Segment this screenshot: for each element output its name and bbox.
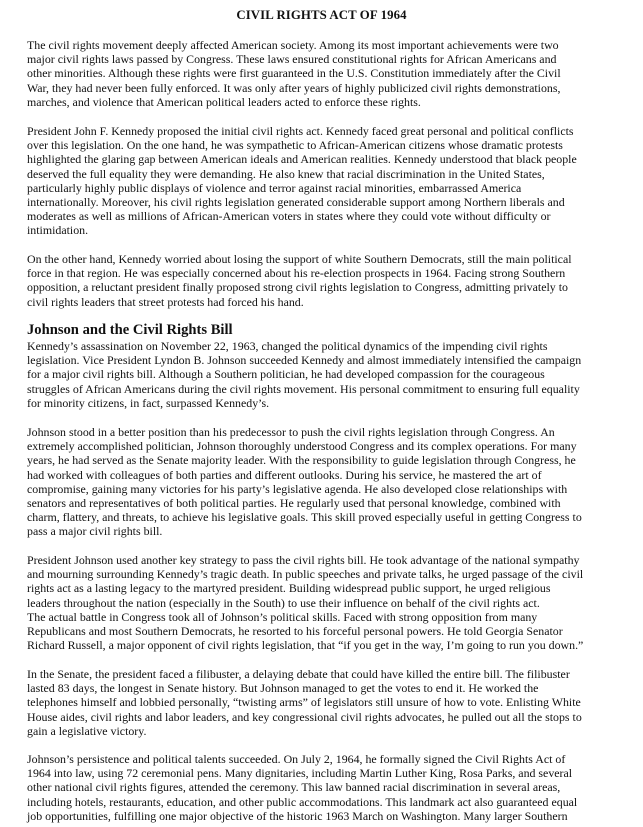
text-line: pass a major civil rights bill. (27, 524, 163, 539)
paragraph-key-strategy (27, 553, 627, 652)
paragraph-intro (27, 38, 627, 109)
text-line: including hotels, restaurants, education, and other public accommodations. This landmark act also guaranteed equal (27, 794, 578, 809)
text-line: 1964 into law, using 72 ceremonial pens. Many dignitaries, including Martin Luther King, Rosa Parks, and several (27, 766, 573, 781)
document-title: CIVIL RIGHTS ACT OF 1964 (236, 8, 407, 22)
text-line: legislation. Vice President Lyndon B. Johnson succeeded Kennedy and almost immediately intensified the campaign (27, 353, 582, 368)
paragraph-assassination (27, 339, 627, 410)
text-line: job opportunities, fulfilling one major objective of the historic 1963 March on Washington. Many larger Southern (27, 808, 568, 823)
text-line: particularly highly public displays of violence and terror against racial minorities, embarrassed America (27, 180, 522, 195)
text-line: opposition, a reluctant president finally proposed strong civil rights legislation to Congress, admitting privately to (27, 280, 568, 295)
paragraph-filibuster (27, 667, 627, 738)
text-line: major civil rights laws passed by Congress. These laws ensured constitutional rights for African Americans and (27, 52, 557, 67)
text-line: Johnson’s persistence and political talents succeeded. On July 2, 1964, he formally signed the Civil Rights Act of (27, 752, 566, 766)
text-line: charm, flattery, and threats, to achieve his legislative goals. This skill proved especially useful in getting Congress to (27, 510, 582, 525)
text-line: struggles of African Americans during the civil rights movement. His personal commitment to ensuring full equality (27, 381, 580, 396)
text-line: lasted 83 days, the longest in Senate history. But Johnson managed to get the votes to end it. He worked the (27, 681, 539, 696)
text-line: War, they had never been fully enforced. It was only after years of highly publicized civil rights demonstrations, (27, 80, 561, 95)
text-line: Richard Russell, a major opponent of civil rights legislation, that “if you get in the way, I’m going to run you down.” (27, 638, 584, 653)
text-line: In the Senate, the president faced a filibuster, a delaying debate that could have killed the entire bill. The filibuster (27, 667, 570, 681)
text-line: senators and representatives of both political parties. He regularly used that personal knowledge, combined with (27, 496, 561, 511)
paragraph-johnson-position (27, 425, 627, 539)
text-line: President Johnson used another key strategy to pass the civil rights bill. He took advantage of the national sympathy (27, 553, 580, 567)
text-line: for a major civil rights bill. Although a Southern politician, he had developed compassion for the courageous (27, 367, 545, 382)
text-line: gain a legislative victory. (27, 723, 147, 738)
text-line: other minorities. Although these rights were first guaranteed in the U.S. Constitution immediately after the Civil (27, 66, 561, 81)
text-line: internationally. Moreover, his civil rights legislation generated considerable support among Northern liberals and (27, 195, 565, 210)
text-line: Johnson stood in a better position than his predecessor to push the civil rights legislation through Congress. An (27, 425, 555, 439)
text-line: President John F. Kennedy proposed the initial civil rights act. Kennedy faced great personal and political conflicts (27, 124, 574, 138)
text-line: On the other hand, Kennedy worried about losing the support of white Southern Democrats, still the main political (27, 252, 572, 266)
text-line: force in that region. He was especially concerned about his re-election prospects in 1964. Facing strong Southern (27, 266, 566, 281)
text-line: civil rights leaders that street protests had forced his hand. (27, 294, 304, 309)
section-heading: Johnson and the Civil Rights Bill (27, 322, 233, 338)
text-line: House aides, civil rights and labor leaders, and key congressional civil rights advocates, he pulled out all the stops to (27, 709, 582, 724)
paragraph-kennedy-proposal (27, 124, 627, 238)
text-line: compromise, gaining many victories for his party’s legislative agenda. He also developed close relationships with (27, 481, 568, 496)
text-line: had worked with colleagues of both parties and different outlooks. During his service, he mastered the art of (27, 467, 542, 482)
text-line: highlighted the glaring gap between American ideals and American realities. Kennedy understood that black people (27, 152, 577, 167)
text-line: moderates as well as millions of African-American voters in states where they could vote without difficulty or (27, 209, 551, 224)
text-line: Republicans and most Southern Democrats, he resorted to his forceful personal powers. He told Georgia Senator (27, 624, 563, 639)
text-line: marches, and violence that American political leaders acted to enforce these rights. (27, 94, 421, 109)
paragraph-signing (27, 752, 627, 823)
text-line: over this legislation. On the one hand, he was sympathetic to African-American citizens whose dramatic protests (27, 138, 563, 153)
text-line: intimidation. (27, 223, 89, 238)
text-line: for minority citizens, in fact, surpassed Kennedy’s. (27, 395, 270, 410)
text-line: extremely accomplished politician, Johnson thoroughly understood Congress and its complex operations. For many (27, 439, 577, 454)
text-line: The actual battle in Congress took all of Johnson’s political skills. Faced with strong opposition from many (27, 609, 538, 624)
text-line: telephones himself and lobbied personally, “twisting arms” of legislators still unsure of how to vote. Enlisting White (27, 695, 581, 710)
paragraph-kennedy-worries (27, 252, 627, 309)
text-line: years, he had served as the Senate majority leader. With the responsibility to guide legislation through Congress, he (27, 453, 576, 468)
text-line: Kennedy’s assassination on November 22, 1963, changed the political dynamics of the impending civil rights (27, 339, 548, 353)
text-line: other national civil rights figures, attended the ceremony. This law banned racial discrimination in several areas, (27, 780, 561, 795)
text-line: leaders throughout the nation (especially in the South) to use their influence on behalf of the civil rights act. (27, 595, 540, 610)
text-line: and mourning surrounding Kennedy’s tragic death. In public speeches and private talks, he urged passage of the civil (27, 567, 584, 582)
text-line: deserved the full equality they were demanding. He also knew that racial discrimination in the United States, (27, 166, 545, 181)
text-line: rights act as a lasting legacy to the martyred president. Building widespread public support, he urged religious (27, 581, 551, 596)
text-line: The civil rights movement deeply affected American society. Among its most important achievements were two (27, 38, 559, 52)
